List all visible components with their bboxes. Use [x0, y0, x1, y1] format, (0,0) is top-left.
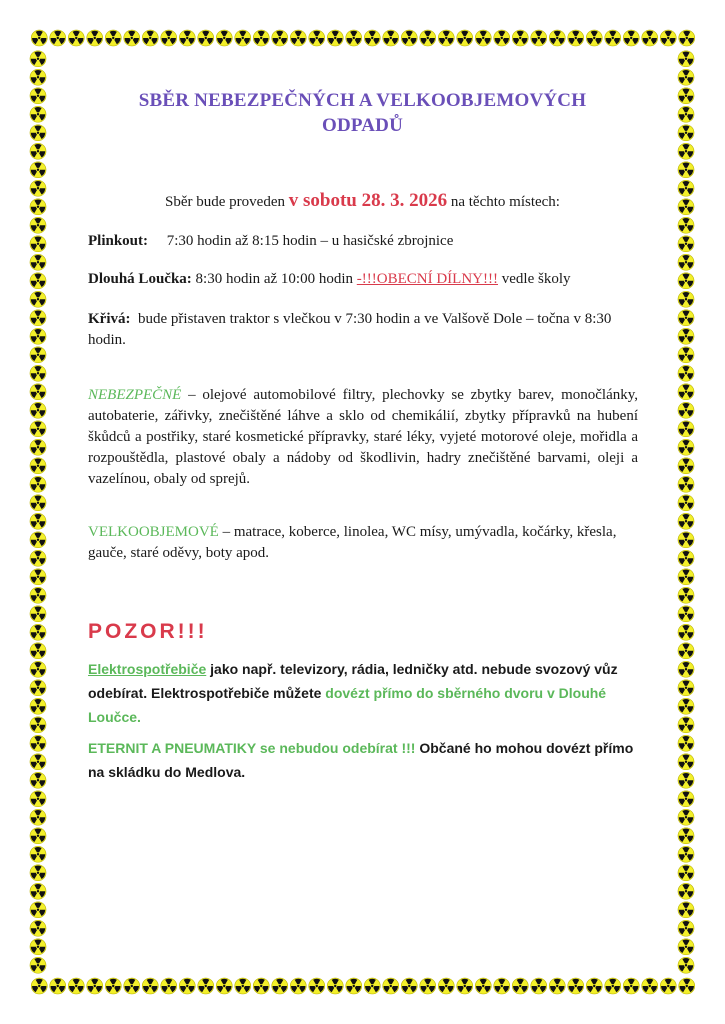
- eternit-warning: ETERNIT A PNEUMATIKY se nebudou odebírat !!!: [88, 740, 416, 756]
- location-label: Plinkout:: [88, 233, 149, 249]
- eternit-notice: [88, 736, 640, 784]
- page-title: [60, 88, 665, 138]
- hazardous-waste-section: [88, 385, 638, 490]
- bulky-label: VELKOOBJEMOVÉ: [88, 524, 219, 540]
- location-after: vedle školy: [501, 271, 571, 287]
- electro-destination: dovézt přímo do sběrného dvoru v Dlouhé Loučce.: [88, 685, 607, 725]
- location-plinkout: [88, 231, 638, 252]
- intro-line: [60, 190, 665, 213]
- workshop-highlight: -!!!OBECNÍ DÍLNY!!!: [356, 271, 498, 287]
- location-text: bude přistaven traktor s vlečkou v 7:30 hodin a ve Valšově Dole – točna v 8:30 hodin.: [88, 311, 612, 348]
- electro-text: jako např. televizory, rádia, ledničky atd. nebude svozový vůz odebírat. Elektrospotřebiče můžete: [88, 661, 618, 701]
- hazardous-text: – olejové automobilové filtry, plechovky se zbytky barev, monočlánky, autobaterie, zářivky, znečištěné láhve a sklo od chemikálií, zbytky přípravků na hubení škůdců a postřiky, staré kosmetické přípravky, staré léky, vyjeté motorové oleje, mořidla a rozpouštědla, plastové obaly a nádoby od škodlivin, hadry znečištěné barvami, oleji a vazelínou, obaly od sprejů.: [88, 387, 638, 487]
- electro-link: Elektrospotřebiče: [88, 661, 207, 677]
- location-label: Křivá:: [88, 311, 131, 327]
- location-label: Dlouhá Loučka:: [88, 271, 192, 287]
- intro-after: na těchto místech:: [450, 194, 560, 210]
- title-line-1: SBĚR NEBEZPEČNÝCH A VELKOOBJEMOVÝCH: [138, 90, 587, 111]
- intro-before: Sběr bude proveden: [165, 194, 285, 210]
- electro-notice: [88, 657, 640, 729]
- location-kriva: [88, 309, 638, 351]
- bulky-waste-section: [88, 522, 638, 564]
- bulky-text: – matrace, koberce, linolea, WC mísy, umývadla, kočárky, křesla, gauče, staré oděvy, boty apod.: [88, 524, 617, 561]
- title-line-2: ODPADŮ: [321, 115, 404, 136]
- eternit-text: Občané ho mohou dovézt přímo na skládku do Medlova.: [88, 740, 634, 780]
- location-text: 8:30 hodin až 10:00 hodin: [195, 271, 354, 287]
- location-text: 7:30 hodin až 8:15 hodin – u hasičské zbrojnice: [166, 233, 454, 249]
- hazardous-label: NEBEZPEČNÉ: [88, 387, 182, 403]
- location-dlouha-loucka: [88, 269, 648, 290]
- collection-date: v sobotu 28. 3. 2026: [288, 190, 448, 211]
- warning-heading: POZOR!!!: [88, 620, 208, 643]
